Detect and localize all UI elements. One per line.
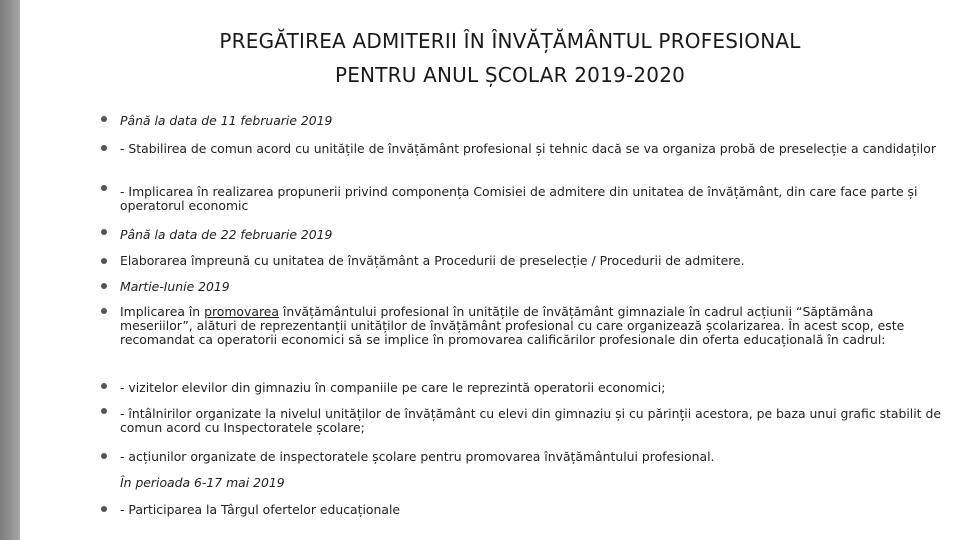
bullet-dot — [101, 453, 107, 459]
bullet-dot — [101, 116, 107, 122]
list-item: Elaborarea împreună cu unitatea de învățământ a Procedurii de preselecție / Procedurii de admitere. — [120, 253, 745, 268]
list-item: - vizitelor elevilor din gimnaziu în companiile pe care le reprezintă operatorii economici; — [120, 380, 666, 395]
title-line-2: PENTRU ANUL ȘCOLAR 2019-2020 — [334, 63, 686, 87]
bullet-dot — [101, 408, 107, 414]
bullet-dot — [101, 229, 107, 235]
underlined-word: promovarea — [204, 304, 279, 319]
list-item: - acțiunilor organizate de inspectoratele școlare pentru promovarea învățământului profesional. — [120, 449, 715, 464]
list-item: - Implicarea în realizarea propunerii privind componența Comisiei de admitere din unitatea de învățământ, din care face parte și operatorul economic — [120, 184, 918, 213]
date-heading: Până la data de 22 februarie 2019 — [120, 227, 333, 242]
bullet-dot — [101, 383, 107, 389]
bullet-dot — [101, 258, 107, 264]
list-item-text: învățământului profesional în unitățile de învățământ gimnaziale în cadrul acțiunii “Săptămâna meseriilor”, alături de reprezentanții unităților de învățământ profesional cu care organizează școlarizarea. În acest scop, este recomandat ca operatorii economici să se implice în promovarea calificărilor profesionale din oferta educațională în cadrul: — [120, 304, 905, 347]
date-heading: În perioada 6-17 mai 2019 — [120, 475, 285, 490]
title-line-1: PREGĂTIREA ADMITERII ÎN ÎNVĂȚĂMÂNTUL PROFESIONAL — [219, 29, 801, 53]
list-item — [120, 305, 945, 347]
date-heading: Până la data de 11 februarie 2019 — [120, 113, 333, 128]
list-item-text: Implicarea în — [120, 304, 205, 319]
bullet-dot — [101, 506, 107, 512]
bullet-dot — [101, 185, 107, 191]
bullet-dot — [101, 308, 107, 314]
bullet-dot — [101, 145, 107, 151]
list-item: - întâlnirilor organizate la nivelul unităților de învățământ cu elevi din gimnaziu și cu părinții acestora, pe baza unui grafic stabilit de comun acord cu Inspectoratele școlare; — [120, 406, 941, 435]
date-heading: Martie-Iunie 2019 — [120, 279, 230, 294]
list-item: - Stabilirea de comun acord cu unitățile de învățământ profesional și tehnic dacă se va organiza probă de preselecție a candidaților — [120, 141, 936, 156]
bullet-dot — [101, 283, 107, 289]
list-item: - Participarea la Târgul ofertelor educaționale — [120, 502, 401, 517]
